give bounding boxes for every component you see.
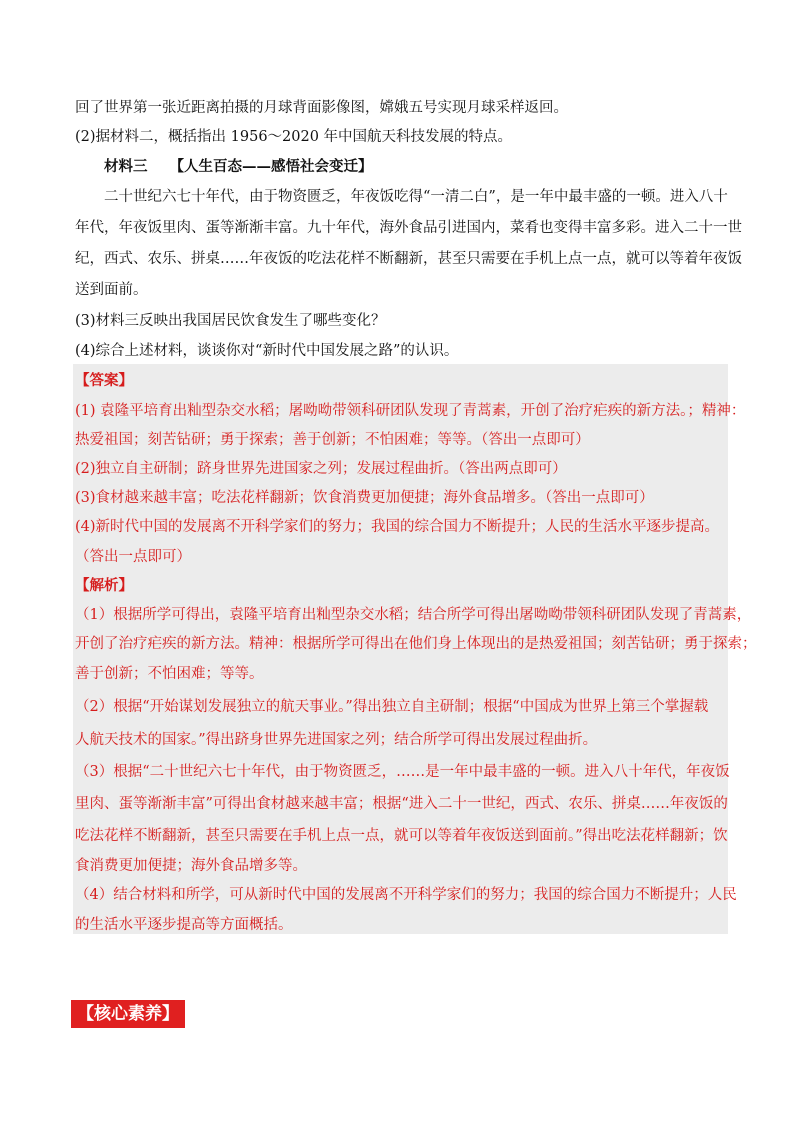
analysis-line: 开创了治疗疟疾的新方法。精神：根据所学可得出在他们身上体现出的是热爱祖国；刻苦钻研；勇于探索； (75, 636, 757, 652)
answer-line: (1) 袁隆平培育出籼型杂交水稻；屠呦呦带领科研团队发现了青蒿素，开创了治疗疟疾的新方法。；精神： (75, 403, 746, 419)
analysis-title: 【解析】 (75, 577, 133, 594)
analysis-line: 吃法花样不断翻新，甚至只需要在手机上点一点，就可以等着年夜饭送到面前。”得出吃法花样翻新；饮 (75, 828, 728, 844)
material-3-label: 材料三 (104, 158, 148, 175)
intro-line: 回了世界第一张近距离拍摄的月球背面影像图，嫦娥五号实现月球采样返回。 (75, 100, 568, 116)
analysis-line: （2）根据“开始谋划发展独立的航天事业。”得出独立自主研制；根据“中国成为世界上第三个掌握载 (75, 699, 709, 715)
analysis-line: 的生活水平逐步提高等方面概括。 (75, 917, 293, 933)
core-literacy-heading: 【核心素养】 (71, 1000, 185, 1028)
analysis-line: 食消费更加便捷；海外食品增多等。 (75, 858, 307, 874)
answer-line: （答出一点即可） (75, 549, 191, 565)
material-3-line: 送到面前。 (75, 282, 148, 298)
material-3-heading (104, 157, 373, 177)
analysis-line: （1）根据所学可得出，袁隆平培育出籼型杂交水稻；结合所学可得出屠呦呦带领科研团队发现了青蒿素， (75, 607, 752, 623)
analysis-line: 人航天技术的国家。”得出跻身世界先进国家之列；结合所学可得出发展过程曲折。 (75, 732, 598, 748)
analysis-line: （4）结合材料和所学，可从新时代中国的发展离不开科学家们的努力；我国的综合国力不断提升；人民 (75, 887, 737, 903)
material-3-line: 年代，年夜饭里肉、蛋等渐渐丰富。九十年代，海外食品引进国内，菜肴也变得丰富多彩。进入二十一世 (75, 220, 742, 236)
material-3-tag: 【人生百态——感悟社会变迁】 (169, 158, 373, 175)
analysis-line: 善于创新；不怕困难；等等。 (75, 666, 264, 682)
answer-line: (4)新时代中国的发展离不开科学家们的努力；我国的综合国力不断提升；人民的生活水平逐步提高。 (75, 519, 720, 535)
answer-line: (2)独立自主研制；跻身世界先进国家之列；发展过程曲折。（答出两点即可） (75, 461, 567, 477)
analysis-line: 里肉、蛋等渐渐丰富”可得出食材越来越丰富；根据“进入二十一世纪，西式、农乐、拼桌……年夜饭的 (75, 796, 728, 812)
question-4: (4)综合上述材料，谈谈你对“新时代中国发展之路”的认识。 (75, 343, 459, 359)
analysis-line: （3）根据“二十世纪六七十年代，由于物资匮乏，……是一年中最丰盛的一顿。进入八十年代，年夜饭 (75, 764, 730, 780)
answer-line: (3)食材越来越丰富；吃法花样翻新；饮食消费更加便捷；海外食品增多。（答出一点即可） (75, 490, 654, 506)
question-3: (3)材料三反映出我国居民饮食发生了哪些变化？ (75, 313, 386, 329)
answer-title: 【答案】 (75, 372, 133, 389)
material-3-line: 二十世纪六七十年代，由于物资匮乏，年夜饭吃得“一清二白”，是一年中最丰盛的一顿。进入八十 (104, 189, 728, 205)
material-3-line: 纪，西式、农乐、拼桌……年夜饭的吃法花样不断翻新，甚至只需要在手机上点一点，就可以等着年夜饭 (75, 251, 742, 267)
question-2: (2)据材料二，概括指出 1956～2020 年中国航天科技发展的特点。 (75, 129, 513, 145)
answer-line: 热爱祖国；刻苦钻研；勇于探索；善于创新；不怕困难；等等。（答出一点即可） (75, 432, 590, 448)
